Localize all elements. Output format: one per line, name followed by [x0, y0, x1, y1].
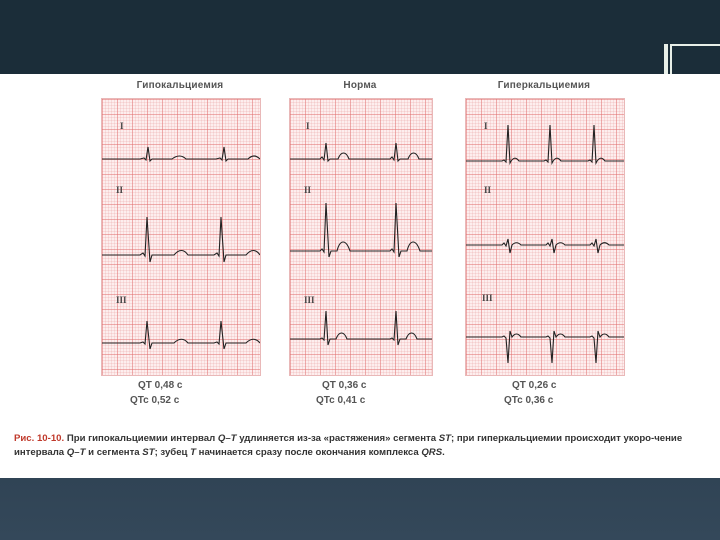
ecg-panel-hypocalcemia [101, 98, 261, 376]
qtc-number: 0,52 с [151, 395, 180, 406]
caption-text-2: удлиняется из-за «растяжения» сегмента [236, 433, 439, 444]
qtc-number: 0,41 с [337, 395, 366, 406]
lead-label-III: III [116, 295, 127, 305]
caption-term-st-2: ST [142, 447, 155, 458]
lead-label-III: III [482, 293, 493, 303]
figure-label: Рис. 10-10. [14, 433, 65, 444]
qtc-number: 0,36 с [525, 395, 554, 406]
qt-number: 0,36 с [338, 380, 367, 391]
caption-term-qrs: QRS [421, 447, 443, 458]
trace-lead-II [102, 217, 260, 262]
slide-corner-frame [670, 44, 720, 74]
qtc-label: QTc [316, 395, 335, 406]
trace-lead-II [290, 203, 432, 257]
ecg-panel-normal [289, 98, 433, 376]
lead-label-III: III [304, 295, 315, 305]
lead-label-II: II [116, 185, 124, 195]
caption-text-7: . [442, 447, 445, 458]
panel-title-hypercalcemia: Гиперкальциемия [497, 80, 591, 91]
caption-term-qt: Q–T [217, 433, 237, 444]
caption-term-qt-2: Q–T [66, 447, 86, 458]
lead-label-I: I [306, 121, 310, 131]
qt-value-hypocalcemia [138, 380, 182, 391]
caption-text-3: ; при гиперкальциемии происходит укоро-чение интервала [14, 433, 683, 458]
qtc-label: QTc [504, 395, 523, 406]
trace-lead-III [102, 321, 260, 349]
ecg-traces-normal [290, 99, 432, 375]
lead-label-I: I [120, 121, 124, 131]
ecg-panel-hypercalcemia [465, 98, 625, 376]
qt-label: QT [138, 380, 152, 391]
trace-lead-I [466, 125, 624, 163]
caption-term-t: T [190, 447, 196, 458]
panel-title-hypocalcemia: Гипокальциемия [136, 80, 224, 91]
caption-text-5: ; зубец [154, 447, 191, 458]
slide-header-band [0, 0, 720, 74]
qt-label: QT [322, 380, 336, 391]
caption-text-6: начинается сразу после окончания комплекса [196, 447, 422, 458]
lead-label-II: II [304, 185, 312, 195]
ecg-traces-hypocalcemia [102, 99, 260, 375]
panel-title-normal: Норма [343, 80, 377, 91]
trace-lead-I [102, 147, 260, 161]
lead-label-II: II [484, 185, 492, 195]
trace-lead-III [466, 331, 624, 363]
qtc-value-hypocalcemia [130, 395, 179, 406]
qt-value-hypercalcemia [512, 380, 556, 391]
trace-lead-I [290, 143, 432, 161]
trace-lead-III [290, 311, 432, 345]
slide-corner-decoration [664, 44, 668, 74]
qt-label: QT [512, 380, 526, 391]
qtc-value-normal [316, 395, 365, 406]
qt-number: 0,48 с [154, 380, 183, 391]
qtc-label: QTc [130, 395, 149, 406]
trace-lead-II [466, 239, 624, 253]
caption-term-st: ST [438, 433, 451, 444]
qt-value-normal [322, 380, 366, 391]
caption-text-1: При гипокальциемии интервал [66, 433, 218, 444]
qtc-value-hypercalcemia [504, 395, 553, 406]
caption-text-4: и сегмента [85, 447, 143, 458]
ecg-traces-hypercalcemia [466, 99, 624, 375]
qt-number: 0,26 с [528, 380, 557, 391]
lead-label-I: I [484, 121, 488, 131]
figure-caption [14, 432, 706, 460]
